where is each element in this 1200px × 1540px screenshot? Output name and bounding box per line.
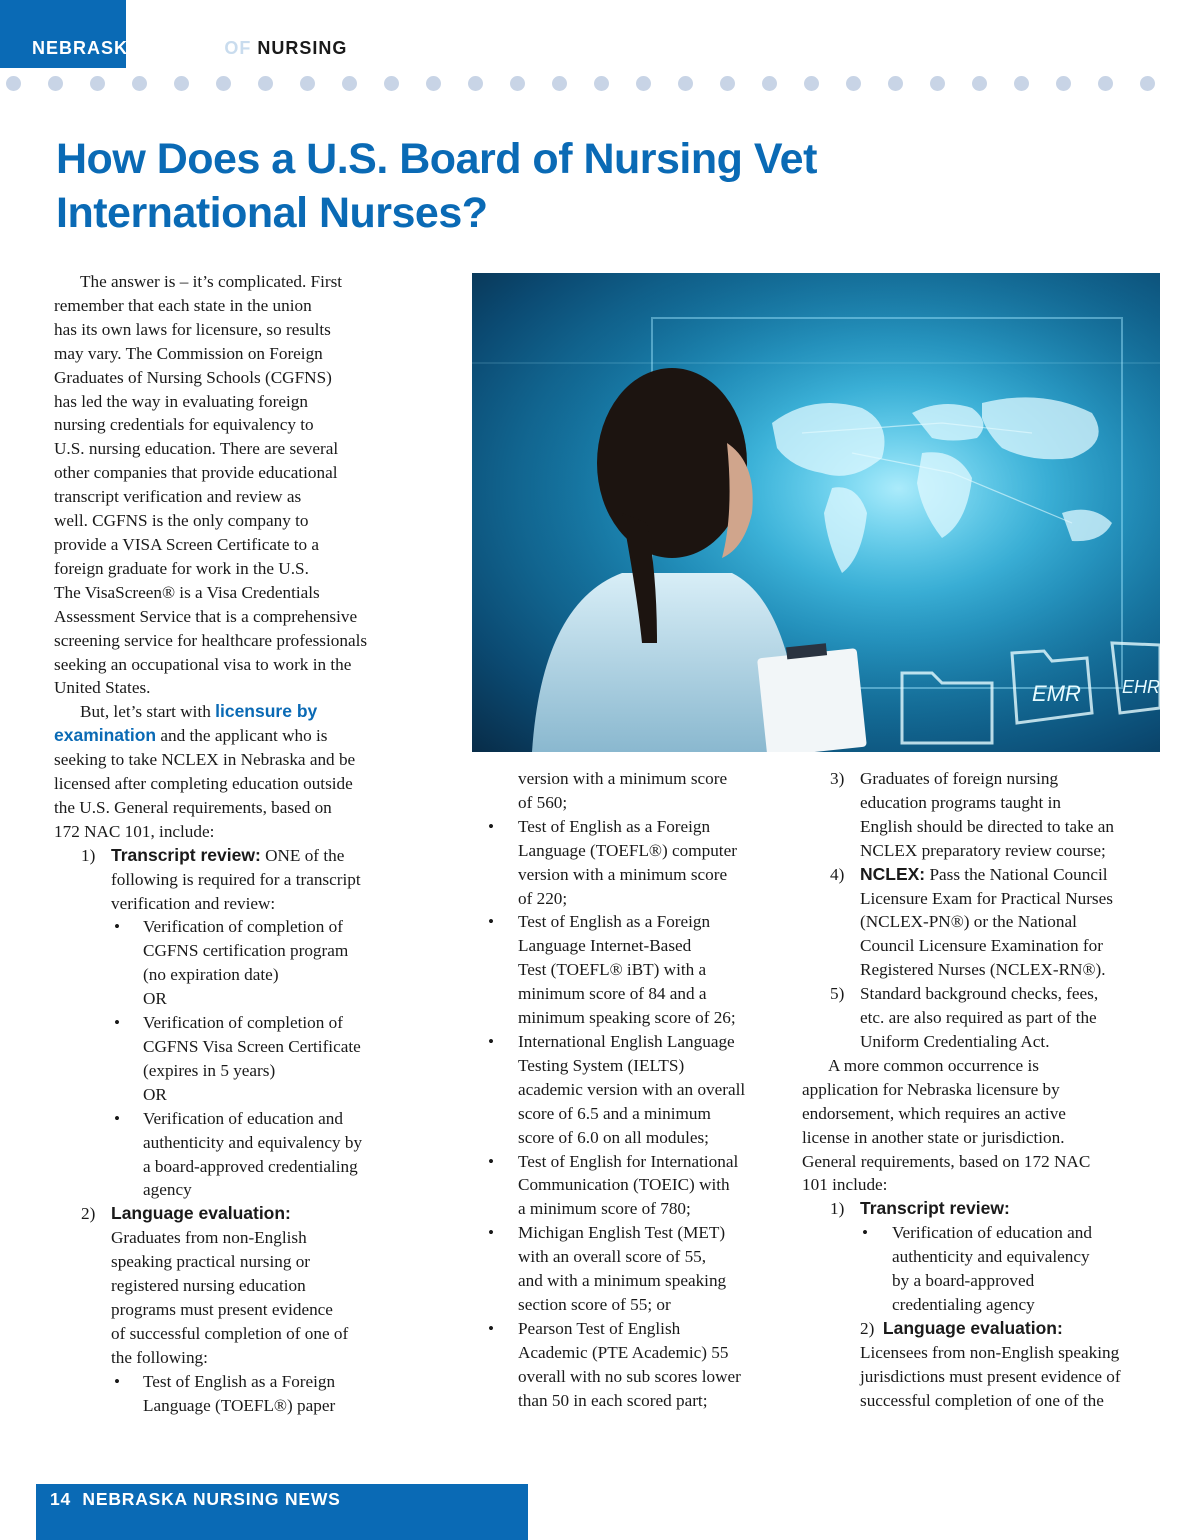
text-line: English should be directed to take an	[860, 816, 1114, 836]
divider-dot	[846, 76, 861, 91]
exam-paragraph-lead: But, let’s start with	[80, 702, 216, 722]
divider-dot	[216, 76, 231, 91]
divider-dot	[762, 76, 777, 91]
bullet-toefl-paper	[54, 1370, 414, 1418]
text-line: The VisaScreen® is a Visa Credentials	[54, 582, 320, 602]
divider-dot	[888, 76, 903, 91]
text-line: Verification of education and	[143, 1108, 343, 1128]
divider-dot	[1140, 76, 1155, 91]
text-line: Assessment Service that is a comprehensive	[54, 606, 358, 626]
endorsement-language-line	[860, 1317, 1172, 1341]
footer-text	[50, 1489, 341, 1510]
requirement-2	[54, 1202, 414, 1369]
text-line: licensed after completing education outside	[54, 774, 353, 794]
text-line: credentialing agency	[892, 1294, 1035, 1314]
bullet-marker: •	[862, 1223, 869, 1243]
text-line: the following:	[111, 1347, 208, 1367]
bullet-marker: •	[488, 1031, 495, 1051]
text-line: nursing credentials for equivalency to	[54, 415, 314, 435]
text-line: Test of English as a Foreign	[143, 1371, 336, 1391]
requirement-5	[802, 982, 1172, 1054]
dotted-divider	[0, 76, 1200, 94]
divider-dot	[636, 76, 651, 91]
endorsement-requirement-2-number: 2)	[860, 1318, 875, 1338]
requirement-4-first-line	[860, 863, 1172, 887]
bullet-marker: •	[488, 1151, 495, 1171]
text-line: the U.S. General requirements, based on	[54, 797, 332, 817]
divider-dot	[552, 76, 567, 91]
text-line: Registered Nurses (NCLEX-RN®).	[860, 960, 1106, 980]
text-line: Language (TOEFL®) paper	[143, 1395, 336, 1415]
text-line: has its own laws for licensure, so results	[54, 319, 331, 339]
text-line: and with a minimum speaking	[518, 1271, 727, 1291]
list-number: 3)	[830, 769, 845, 788]
divider-dot	[132, 76, 147, 91]
text-line: by a board-approved	[892, 1271, 1035, 1291]
column-3	[802, 767, 1172, 1412]
text-line: speaking practical nursing or	[111, 1252, 311, 1272]
bullet-toefl-ibt	[486, 910, 786, 1030]
text-line: education programs taught in	[860, 792, 1061, 812]
text-line: A more common occurrence is	[828, 1055, 1039, 1075]
text-line: United States.	[54, 678, 151, 698]
publication-name: NEBRASKA NURSING NEWS	[82, 1489, 341, 1509]
requirement-4-first-text: Pass the National Council	[925, 864, 1108, 884]
requirement-1-first-text: ONE of the	[260, 845, 345, 865]
bullet-endorsement-credentialing	[802, 1221, 1172, 1317]
text-line: other companies that provide educational	[54, 463, 338, 483]
text-line: has led the way in evaluating foreign	[54, 391, 308, 411]
article-title	[56, 132, 1156, 240]
text-line: registered nursing education	[111, 1276, 306, 1296]
text-line: endorsement, which requires an active	[802, 1103, 1066, 1123]
text-line: section score of 55; or	[518, 1294, 671, 1314]
divider-dot	[678, 76, 693, 91]
text-line: OR	[143, 989, 167, 1009]
text-line: overall with no sub scores lower	[518, 1366, 741, 1386]
bullet-toeic	[486, 1150, 786, 1222]
text-line: well. CGFNS is the only company to	[54, 511, 309, 531]
text-line: (expires in 5 years)	[143, 1060, 276, 1080]
divider-dot	[384, 76, 399, 91]
bullet-marker: •	[114, 1013, 121, 1033]
text-line: a minimum score of 780;	[518, 1199, 691, 1219]
text-line: foreign graduate for work in the U.S.	[54, 558, 309, 578]
text-line: than 50 in each scored part;	[518, 1390, 708, 1410]
text-line: U.S. nursing education. There are several	[54, 439, 339, 459]
text-line: authenticity and equivalency	[892, 1247, 1090, 1267]
divider-dot	[720, 76, 735, 91]
exam-paragraph-first-line	[54, 700, 414, 724]
divider-dot	[972, 76, 987, 91]
endorsement-paragraph	[802, 1054, 1172, 1197]
text-line: of successful completion of one of	[111, 1323, 349, 1343]
bullet-met	[486, 1221, 786, 1317]
text-line: seeking to take NCLEX in Nebraska and be	[54, 750, 356, 770]
text-line: Council Licensure Examination for	[860, 936, 1103, 956]
divider-dot	[1014, 76, 1029, 91]
text-line: CGFNS certification program	[143, 941, 349, 961]
bullet-marker: •	[114, 1108, 121, 1128]
text-line: Test (TOEFL® iBT) with a	[518, 960, 707, 980]
text-line: OR	[143, 1084, 167, 1104]
header-part-3: NURSING	[257, 38, 348, 58]
text-line: a board-approved credentialing	[143, 1156, 358, 1176]
requirement-2-text	[111, 1226, 414, 1369]
divider-dot	[468, 76, 483, 91]
text-line: with an overall score of 55,	[518, 1247, 707, 1267]
toefl-paper-continued	[486, 767, 786, 815]
text-line: Standard background checks, fees,	[860, 984, 1099, 1004]
requirement-4-rest	[860, 887, 1172, 983]
text-line: etc. are also required as part of the	[860, 1008, 1097, 1028]
text-line: Test of English as a Foreign	[518, 816, 711, 836]
endorsement-language-text	[860, 1341, 1172, 1413]
header-title	[32, 38, 347, 59]
text-line: NCLEX preparatory review course;	[860, 840, 1106, 860]
text-line: Graduates of foreign nursing	[860, 769, 1059, 788]
nurse-hologram-illustration	[472, 273, 1160, 752]
page-footer	[36, 1484, 528, 1540]
bullet-credentialing-agency	[54, 1107, 414, 1203]
text-line: 172 NAC 101, include:	[54, 821, 215, 841]
divider-dot	[258, 76, 273, 91]
text-line: (NCLEX-PN®) or the National	[860, 912, 1077, 932]
text-line: Pearson Test of English	[518, 1318, 681, 1338]
text-line: jurisdictions must present evidence of	[860, 1366, 1121, 1386]
text-line: programs must present evidence	[111, 1299, 333, 1319]
text-line: Licensure Exam for Practical Nurses	[860, 888, 1113, 908]
text-line: academic version with an overall	[518, 1079, 746, 1099]
text-line: Test of English for International	[518, 1151, 739, 1171]
text-line: Language Internet-Based	[518, 936, 692, 956]
divider-dot	[300, 76, 315, 91]
requirement-4-number: 4)	[830, 864, 845, 884]
text-line: Verification of completion of	[143, 917, 343, 937]
endorsement-requirement-1	[802, 1197, 1172, 1221]
text-line: authenticity and equivalency by	[143, 1132, 363, 1152]
bullet-toefl-computer	[486, 815, 786, 911]
header-part-1: NEBRASKA BOARD	[32, 38, 225, 58]
page-header	[0, 0, 1200, 68]
text-line: verification and review:	[111, 893, 276, 913]
bullet-visa-screen	[54, 1011, 414, 1107]
endorsement-transcript-line	[860, 1197, 1172, 1221]
text-line: agency	[143, 1180, 192, 1200]
text-line: screening service for healthcare professionals	[54, 630, 368, 650]
text-line: General requirements, based on 172 NAC	[802, 1151, 1091, 1171]
bullet-marker: •	[114, 1371, 121, 1391]
divider-dot	[6, 76, 21, 91]
divider-dot	[930, 76, 945, 91]
bullet-marker: •	[488, 912, 495, 932]
text-line: Graduates of Nursing Schools (CGFNS)	[54, 367, 332, 387]
header-part-2: OF	[224, 38, 258, 58]
text-line: application for Nebraska licensure by	[802, 1079, 1060, 1099]
intro-paragraph	[54, 270, 414, 700]
emr-panel-label: EMR	[1032, 681, 1081, 706]
text-line: of 220;	[518, 888, 568, 908]
text-line: successful completion of one of the	[860, 1390, 1104, 1410]
bullet-marker: •	[488, 1318, 495, 1338]
article-photo	[472, 273, 1160, 752]
page-number: 14	[50, 1489, 72, 1509]
bullet-pte-academic	[486, 1317, 786, 1413]
requirement-1-number: 1)	[81, 845, 96, 865]
text-line: Testing System (IELTS)	[518, 1055, 685, 1075]
text-line: version with a minimum score	[518, 864, 728, 884]
divider-dot	[594, 76, 609, 91]
text-line: Licensees from non-English speaking	[860, 1342, 1120, 1362]
text-line: score of 6.5 and a minimum	[518, 1103, 711, 1123]
requirement-4	[802, 863, 1172, 983]
text-line: Michigan English Test (MET)	[518, 1223, 726, 1243]
text-line: version with a minimum score	[518, 769, 728, 788]
list-number: 5)	[830, 984, 845, 1004]
bullet-ielts	[486, 1030, 786, 1150]
requirement-1-first-line	[111, 844, 414, 868]
divider-dot	[510, 76, 525, 91]
licensure-by-link[interactable]: licensure by	[215, 701, 318, 722]
text-line: may vary. The Commission on Foreign	[54, 343, 323, 363]
bullet-marker: •	[488, 1223, 495, 1243]
ehr-panel-label: EHR	[1122, 677, 1160, 697]
requirement-2-number: 2)	[81, 1204, 96, 1224]
text-line: Verification of completion of	[143, 1013, 343, 1033]
text-line: transcript verification and review as	[54, 487, 302, 507]
text-line: CGFNS Visa Screen Certificate	[143, 1037, 361, 1056]
text-line: International English Language	[518, 1031, 735, 1051]
bullet-marker: •	[114, 917, 121, 937]
text-line: following is required for a transcript	[111, 869, 361, 889]
bullet-marker: •	[488, 816, 495, 836]
bullet-cgfns-certification	[54, 915, 414, 1011]
title-line-2: International Nurses?	[56, 189, 488, 237]
text-line: Verification of education and	[892, 1223, 1092, 1243]
text-line: of 560;	[518, 792, 568, 812]
requirement-1	[54, 844, 414, 916]
endorsement-requirement-1-number: 1)	[830, 1199, 845, 1219]
text-line: Graduates from non-English	[111, 1228, 307, 1248]
divider-dot	[174, 76, 189, 91]
endorsement-requirement-2	[802, 1317, 1172, 1413]
exam-paragraph-continued: and the applicant who is	[156, 726, 328, 746]
title-line-1: How Does a U.S. Board of Nursing Vet	[56, 135, 817, 183]
divider-dot	[1056, 76, 1071, 91]
endorsement-language-label: Language evaluation:	[882, 1317, 1063, 1338]
text-line: The answer is – it’s complicated. First	[80, 272, 343, 291]
transcript-review-label: Transcript review:	[111, 844, 261, 865]
text-line: Language (TOEFL®) computer	[518, 840, 737, 860]
nclex-label: NCLEX:	[860, 863, 926, 884]
endorsement-transcript-label: Transcript review:	[860, 1198, 1010, 1219]
text-line: Communication (TOEIC) with	[518, 1175, 730, 1195]
divider-dot	[48, 76, 63, 91]
text-line: minimum speaking score of 26;	[518, 1008, 736, 1028]
exam-paragraph-second-line	[54, 724, 414, 748]
text-line: license in another state or jurisdiction.	[802, 1127, 1065, 1147]
text-line: provide a VISA Screen Certificate to a	[54, 534, 320, 554]
divider-dot	[804, 76, 819, 91]
divider-dot	[1098, 76, 1113, 91]
text-line: score of 6.0 on all modules;	[518, 1127, 709, 1147]
text-line: minimum score of 84 and a	[518, 984, 707, 1004]
text-line: Uniform Credentialing Act.	[860, 1031, 1050, 1051]
language-evaluation-label: Language evaluation:	[111, 1203, 291, 1224]
text-line: 101 include:	[802, 1175, 888, 1195]
exam-paragraph-rest	[54, 748, 414, 844]
text-line: remember that each state in the union	[54, 295, 312, 315]
divider-dot	[426, 76, 441, 91]
text-line: (no expiration date)	[143, 965, 279, 985]
text-line: Academic (PTE Academic) 55	[518, 1342, 729, 1362]
column-2	[486, 767, 786, 1412]
examination-link[interactable]: examination	[54, 725, 157, 746]
language-evaluation-label-line	[111, 1202, 414, 1226]
text-line: Test of English as a Foreign	[518, 912, 711, 932]
text-line: seeking an occupational visa to work in the	[54, 654, 352, 674]
divider-dot	[342, 76, 357, 91]
divider-dot	[90, 76, 105, 91]
requirement-3	[802, 767, 1172, 863]
requirement-1-rest	[111, 868, 414, 916]
column-1	[54, 270, 414, 1418]
